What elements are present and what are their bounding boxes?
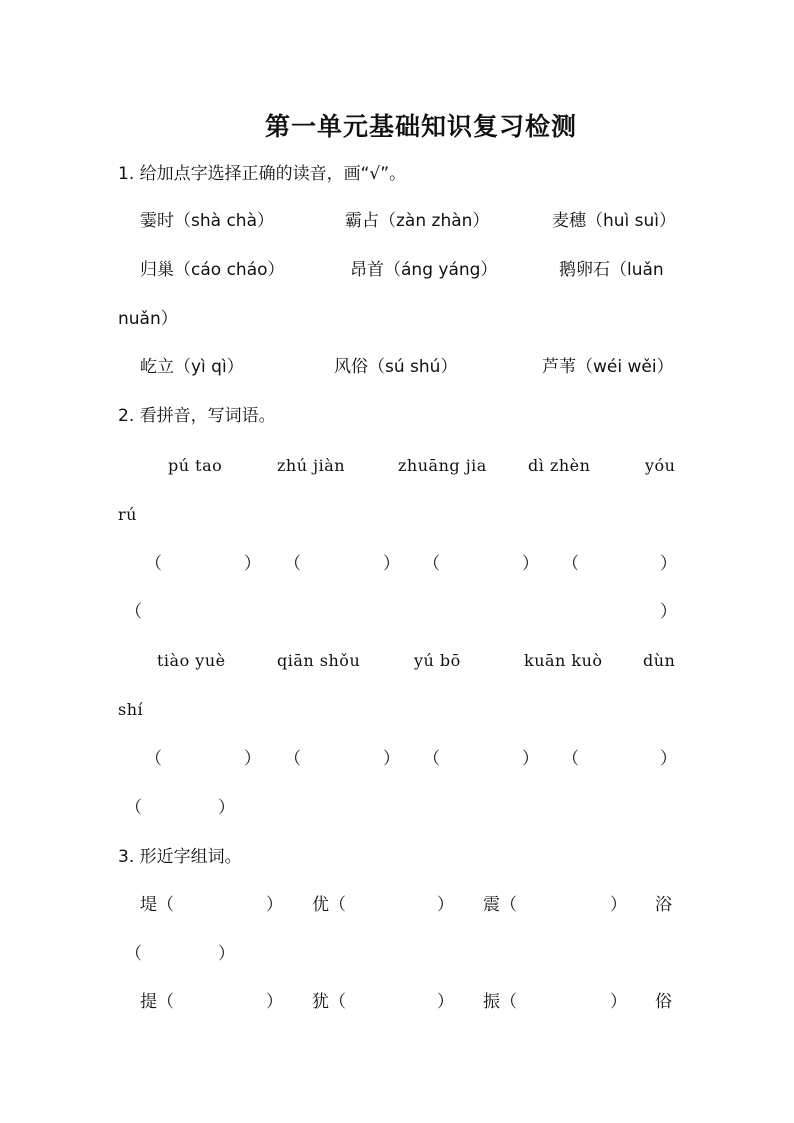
answer-blank-close: ） [266, 895, 283, 915]
q1-item: 霎时（shà chà） [140, 211, 274, 231]
q1-item: 归巢（cáo cháo） [140, 260, 285, 280]
answer-blank-open: （ [284, 749, 301, 769]
answer-blank-open: （ [125, 602, 142, 622]
answer-blank-close: ） [610, 992, 627, 1012]
pinyin-prompt-wrap: rú [118, 505, 137, 524]
q3-char: 浴 [655, 895, 672, 915]
page-title: 第一单元基础知识复习检测 [265, 112, 578, 141]
answer-blank-close: ） [437, 992, 454, 1012]
answer-blank-close: ） [660, 749, 677, 769]
pinyin-prompt: pú tao [168, 456, 223, 475]
q1-item: 昂首（áng yáng） [350, 260, 498, 280]
q2-heading: 2. 看拼音，写词语。 [118, 406, 276, 426]
answer-blank-close: ） [610, 895, 627, 915]
answer-blank-close: ） [244, 554, 261, 574]
q1-item: 芦苇（wéi wěi） [542, 357, 674, 377]
answer-blank-open: （ [125, 944, 142, 964]
answer-blank-close: ） [660, 602, 677, 622]
q3-char-open: 堤（ [140, 895, 174, 915]
answer-blank-open: （ [423, 749, 440, 769]
q1-item-wrap: nuǎn） [118, 309, 178, 329]
q1-item: 屹立（yì qì） [140, 357, 244, 377]
answer-blank-close: ） [244, 749, 261, 769]
answer-blank-open: （ [125, 798, 142, 818]
answer-blank-open: （ [284, 554, 301, 574]
pinyin-prompt: zhuāng jia [398, 456, 487, 475]
answer-blank-close: ） [218, 798, 235, 818]
answer-blank-close: ） [522, 554, 539, 574]
pinyin-prompt: qiān shǒu [277, 651, 361, 670]
pinyin-prompt: zhú jiàn [277, 456, 346, 475]
answer-blank-close: ） [266, 992, 283, 1012]
q1-item: 风俗（sú shú） [334, 357, 458, 377]
pinyin-prompt: kuān kuò [524, 651, 603, 670]
q1-heading: 1. 给加点字选择正确的读音，画“√”。 [118, 164, 407, 184]
answer-blank-open: （ [145, 554, 162, 574]
q3-char: 俗 [655, 992, 672, 1012]
q1-item: 鹅卵石（luǎn [559, 260, 664, 280]
answer-blank-open: （ [562, 749, 579, 769]
q3-heading: 3. 形近字组词。 [118, 847, 242, 867]
answer-blank-close: ） [437, 895, 454, 915]
q3-char-open: 振（ [483, 992, 517, 1012]
pinyin-prompt: dì zhèn [528, 456, 591, 475]
answer-blank-close: ） [218, 944, 235, 964]
q3-char-open: 震（ [483, 895, 517, 915]
pinyin-prompt: yú bō [414, 651, 461, 670]
answer-blank-open: （ [562, 554, 579, 574]
q3-char-open: 优（ [312, 895, 346, 915]
answer-blank-open: （ [423, 554, 440, 574]
answer-blank-open: （ [145, 749, 162, 769]
pinyin-prompt: yóu [645, 456, 676, 475]
pinyin-prompt-wrap: shí [118, 700, 144, 719]
answer-blank-close: ） [522, 749, 539, 769]
q1-item: 霸占（zàn zhàn） [345, 211, 490, 231]
answer-blank-close: ） [383, 554, 400, 574]
q3-char-open: 提（ [140, 992, 174, 1012]
pinyin-prompt: dùn [643, 651, 676, 670]
answer-blank-close: ） [383, 749, 400, 769]
answer-blank-close: ） [660, 554, 677, 574]
q3-char-open: 犹（ [312, 992, 346, 1012]
q1-item: 麦穗（huì suì） [552, 211, 677, 231]
pinyin-prompt: tiào yuè [157, 651, 226, 670]
